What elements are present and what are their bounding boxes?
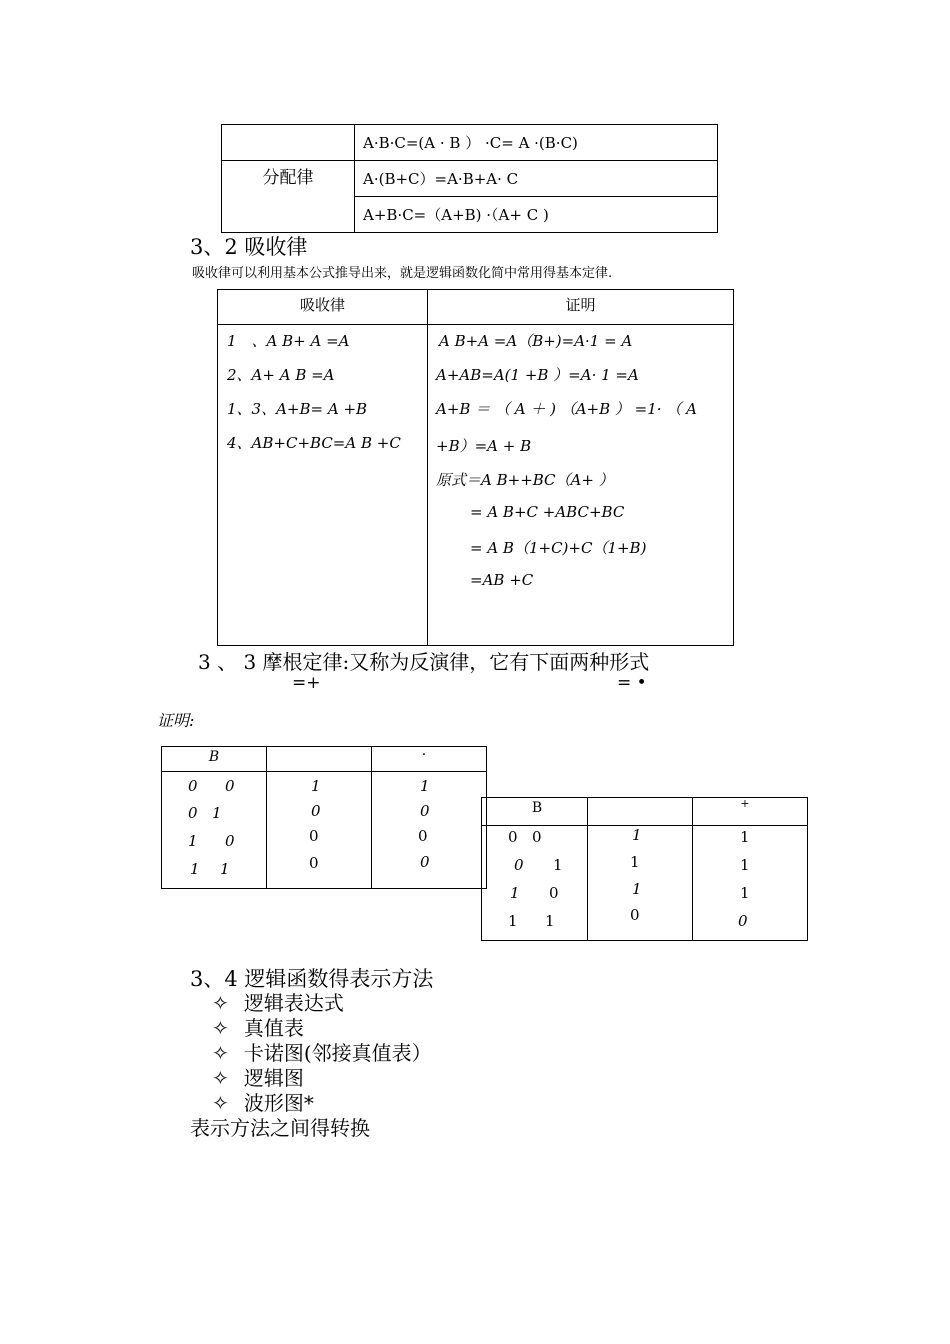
cell-out1: 1 — [632, 880, 642, 898]
column-header-proof: 证明 — [565, 296, 596, 314]
cell-a: 1 — [188, 832, 198, 850]
bullet-star-icon: ✧ — [212, 1091, 229, 1115]
cell-out2: 1 — [740, 884, 750, 902]
cell-a: 0 — [188, 777, 198, 795]
cell-out2: 1 — [740, 856, 750, 874]
law-item: 1 、A B+ A =A — [227, 332, 350, 350]
bullet-list — [212, 987, 432, 1115]
cell-out1: 1 — [630, 853, 640, 871]
cell-a: 1 — [508, 912, 518, 930]
cell-a: 1 — [190, 860, 200, 878]
column-header-law: 吸收律 — [299, 296, 345, 314]
cell-out1: 1 — [632, 826, 642, 844]
cell-b: 1 — [212, 804, 222, 822]
header-and: · — [421, 747, 427, 763]
cell-out2: 0 — [418, 827, 428, 845]
bullet-star-icon: ✧ — [212, 991, 229, 1015]
section-heading-3-2: 3、2 吸收律 — [190, 235, 308, 259]
proof-line: = A B（1+C)+C（1+B) — [470, 539, 647, 557]
section-heading-3-3: 3 、 3 摩根定律:又称为反演律，它有下面两种形式 — [198, 650, 650, 674]
list-item: ✧ 逻辑表达式 — [212, 991, 344, 1015]
header-or: + — [740, 797, 750, 810]
cell-out1: 1 — [311, 777, 321, 795]
cell-b: 0 — [225, 777, 235, 795]
section-heading-3-4: 3、4 逻辑函数得表示方法 — [190, 967, 434, 991]
truth-table-and — [161, 746, 487, 889]
header-b: B — [208, 749, 220, 765]
cell-out2: 0 — [420, 853, 430, 871]
proof-line: 原式＝A B++BC（A+ ） — [436, 471, 614, 489]
bullet-star-icon: ✧ — [212, 1066, 229, 1090]
law-item: 4、AB+C+BC=A B +C — [227, 434, 401, 452]
list-item: ✧ 逻辑图 — [212, 1066, 304, 1090]
proof-line: = A B+C +ABC+BC — [470, 503, 625, 521]
cell-b: 1 — [553, 856, 563, 874]
table-cell: A·(B+C）=A·B+A· C — [355, 161, 718, 197]
cell-out2: 0 — [420, 802, 430, 820]
demorgan-formula-1: =+ — [292, 673, 321, 693]
cell-b: 1 — [545, 912, 555, 930]
cell-b: 0 — [549, 884, 559, 902]
proof-line: A B+A =A（B+)=A·1 = A — [439, 332, 633, 350]
table-cell: A+B·C=（A+B) ·（A+ C ) — [355, 197, 718, 233]
header-b: B — [531, 800, 543, 816]
list-item: ✧ 真值表 — [212, 1016, 304, 1040]
proof-line: A+AB=A(1 +B ）=A· 1 =A — [436, 366, 639, 384]
bullet-star-icon: ✧ — [212, 1041, 229, 1065]
section-intro: 吸收律可以利用基本公式推导出来，就是逻辑函数化简中常用得基本定律. — [192, 266, 613, 281]
truth-table-or — [481, 797, 808, 941]
law-label: 分配律 — [222, 161, 355, 233]
cell-b: 1 — [220, 860, 230, 878]
cell-a: 1 — [510, 884, 520, 902]
cell-out1: 0 — [309, 854, 319, 872]
cell-out1: 0 — [630, 906, 640, 924]
cell-a: 0 — [514, 856, 524, 874]
list-item: ✧ 波形图* — [212, 1091, 314, 1115]
cell-out1: 0 — [309, 827, 319, 845]
table-cell: A·B·C=(A · B ） ·C= A ·(B·C) — [355, 125, 718, 161]
cell-a: 0 — [188, 804, 198, 822]
cell-b: 0 — [532, 828, 542, 846]
proof-label: 证明: — [157, 711, 195, 730]
proof-line: A+B ＝ （ A ＋ ) （A+B ） =1· （ A — [436, 400, 697, 418]
law-item: 2、A+ A B =A — [227, 366, 335, 384]
law-item: 1、3、A+B= A +B — [227, 400, 368, 418]
table-cell-empty — [222, 125, 355, 161]
cell-out2: 1 — [420, 777, 430, 795]
bullet-star-icon: ✧ — [212, 1016, 229, 1040]
cell-a: 0 — [508, 828, 518, 846]
absorption-law-table — [217, 289, 734, 646]
cell-out2: 1 — [740, 828, 750, 846]
list-item: ✧ 卡诺图(邻接真值表） — [212, 1041, 432, 1065]
distributive-law-table — [221, 124, 718, 233]
proof-line: +B）=A + B — [436, 437, 532, 455]
demorgan-formula-2: = • — [617, 673, 647, 693]
cell-b: 0 — [225, 832, 235, 850]
cell-out2: 0 — [738, 912, 748, 930]
cell-out1: 0 — [311, 802, 321, 820]
proof-line: =AB +C — [470, 571, 534, 589]
section-footer-text: 表示方法之间得转换 — [190, 1116, 370, 1140]
